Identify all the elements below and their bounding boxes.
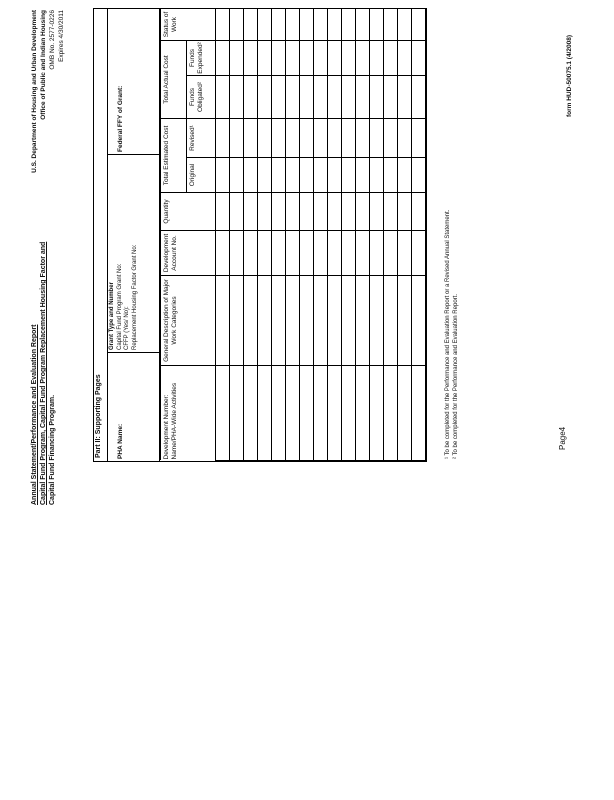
empty-cell bbox=[398, 158, 412, 193]
empty-cell bbox=[342, 231, 356, 276]
empty-cell bbox=[300, 366, 314, 461]
empty-cell bbox=[412, 231, 426, 276]
empty-cell bbox=[258, 158, 272, 193]
table-row bbox=[314, 8, 328, 460]
column-header-funds-expended: Funds Expended² bbox=[187, 40, 216, 75]
empty-cell bbox=[286, 75, 300, 118]
empty-cell bbox=[314, 8, 328, 40]
empty-cell bbox=[286, 8, 300, 40]
empty-cell bbox=[342, 193, 356, 231]
empty-cell bbox=[216, 118, 230, 157]
empty-cell bbox=[314, 158, 328, 193]
table-row bbox=[370, 8, 384, 460]
column-header-general-description: General Description of Major Work Categories bbox=[161, 276, 216, 366]
empty-cell bbox=[398, 8, 412, 40]
form-title-block bbox=[30, 235, 57, 505]
empty-cell bbox=[398, 276, 412, 366]
empty-cell bbox=[412, 75, 426, 118]
empty-cell bbox=[216, 75, 230, 118]
empty-cell bbox=[384, 75, 398, 118]
empty-cell bbox=[286, 276, 300, 366]
empty-cell bbox=[272, 118, 286, 157]
table-row bbox=[258, 8, 272, 460]
empty-cell bbox=[272, 193, 286, 231]
grant-type-cell bbox=[108, 154, 159, 352]
empty-cell bbox=[314, 276, 328, 366]
empty-cell bbox=[328, 231, 342, 276]
empty-cell bbox=[300, 75, 314, 118]
empty-cell bbox=[384, 366, 398, 461]
empty-cell bbox=[286, 231, 300, 276]
federal-ffy-cell bbox=[108, 9, 159, 154]
empty-cell bbox=[230, 231, 244, 276]
empty-cell bbox=[356, 158, 370, 193]
part-title: Part II: Supporting Pages bbox=[94, 9, 108, 461]
empty-cell bbox=[398, 75, 412, 118]
empty-cell bbox=[328, 75, 342, 118]
empty-cell bbox=[398, 366, 412, 461]
empty-cell bbox=[314, 40, 328, 75]
empty-cell bbox=[258, 231, 272, 276]
empty-cell bbox=[356, 366, 370, 461]
empty-cell bbox=[412, 118, 426, 157]
empty-cell bbox=[342, 276, 356, 366]
empty-cell bbox=[398, 193, 412, 231]
empty-cell bbox=[342, 158, 356, 193]
federal-ffy-label: Federal FFY of Grant: bbox=[117, 85, 124, 152]
work-items-grid bbox=[160, 8, 426, 461]
table-row bbox=[412, 8, 426, 460]
empty-cell bbox=[286, 118, 300, 157]
empty-cell bbox=[286, 366, 300, 461]
column-header-revised: Revised¹ bbox=[187, 118, 216, 157]
empty-cell bbox=[356, 75, 370, 118]
omb-number: OMB No. 2577-0226 bbox=[49, 10, 56, 70]
empty-cell bbox=[398, 40, 412, 75]
column-header-funds-obligated: Funds Obligated² bbox=[187, 75, 216, 118]
table-row bbox=[300, 8, 314, 460]
empty-cell bbox=[384, 158, 398, 193]
empty-cell bbox=[300, 118, 314, 157]
empty-cell bbox=[300, 231, 314, 276]
form-title-line-3: Capital Fund Financing Program. bbox=[49, 394, 56, 505]
agency-office: Office of Public and Indian Housing bbox=[40, 10, 47, 120]
column-header-original: Original bbox=[187, 158, 216, 193]
grant-info-row bbox=[108, 9, 160, 461]
empty-cell bbox=[384, 193, 398, 231]
table-row bbox=[272, 8, 286, 460]
pha-name-cell bbox=[108, 352, 159, 461]
empty-cell bbox=[272, 366, 286, 461]
empty-cell bbox=[384, 8, 398, 40]
empty-cell bbox=[286, 193, 300, 231]
empty-cell bbox=[412, 8, 426, 40]
empty-cell bbox=[342, 8, 356, 40]
empty-cell bbox=[370, 366, 384, 461]
footnote-2: ² To be completed for the Performance and Evaluation Report. bbox=[453, 294, 459, 459]
expires-date: Expires 4/30/2011 bbox=[58, 10, 65, 62]
table-row bbox=[356, 8, 370, 460]
empty-cell bbox=[370, 75, 384, 118]
table-row bbox=[286, 8, 300, 460]
empty-cell bbox=[328, 40, 342, 75]
empty-cell bbox=[384, 231, 398, 276]
empty-cell bbox=[216, 231, 230, 276]
empty-cell bbox=[356, 276, 370, 366]
empty-cell bbox=[300, 8, 314, 40]
cfp-grant-no-label: Capital Fund Program Grant No: bbox=[116, 263, 123, 350]
empty-cell bbox=[356, 193, 370, 231]
form-number: form HUD-50075.1 (4/2008) bbox=[566, 35, 573, 118]
empty-cell bbox=[328, 118, 342, 157]
empty-cell bbox=[272, 8, 286, 40]
empty-cell bbox=[230, 366, 244, 461]
table-row bbox=[244, 8, 258, 460]
empty-cell bbox=[244, 8, 258, 40]
table-row bbox=[328, 8, 342, 460]
empty-cell bbox=[384, 118, 398, 157]
table-row bbox=[384, 8, 398, 460]
empty-cell bbox=[314, 75, 328, 118]
agency-name: U.S. Department of Housing and Urban Development bbox=[31, 10, 38, 173]
grant-type-label: Grant Type and Number bbox=[109, 282, 115, 350]
empty-cell bbox=[356, 40, 370, 75]
empty-cell bbox=[328, 193, 342, 231]
agency-block bbox=[30, 10, 66, 230]
empty-cell bbox=[230, 158, 244, 193]
empty-cell bbox=[258, 366, 272, 461]
empty-cell bbox=[272, 40, 286, 75]
empty-cell bbox=[384, 40, 398, 75]
empty-cell bbox=[230, 8, 244, 40]
empty-cell bbox=[328, 366, 342, 461]
empty-cell bbox=[230, 40, 244, 75]
column-header-total-actual-cost: Total Actual Cost bbox=[161, 40, 187, 118]
empty-cell bbox=[300, 40, 314, 75]
empty-cell bbox=[272, 158, 286, 193]
empty-cell bbox=[356, 8, 370, 40]
empty-cell bbox=[244, 366, 258, 461]
empty-cell bbox=[342, 75, 356, 118]
footnotes bbox=[444, 39, 460, 459]
empty-cell bbox=[286, 40, 300, 75]
empty-cell bbox=[370, 40, 384, 75]
footnote-1: ¹ To be completed for the Performance and Evaluation Report or a Revised Annual Statement. bbox=[445, 209, 451, 459]
empty-cell bbox=[370, 276, 384, 366]
empty-cell bbox=[230, 276, 244, 366]
empty-cell bbox=[342, 366, 356, 461]
empty-cell bbox=[342, 118, 356, 157]
empty-cell bbox=[356, 231, 370, 276]
empty-cell bbox=[412, 276, 426, 366]
form-title-line-2: Capital Fund Program, Capital Fund Program Replacement Housing Factor and bbox=[40, 241, 47, 505]
empty-cell bbox=[216, 8, 230, 40]
column-header-quantity: Quantity bbox=[161, 193, 216, 231]
column-header-status-of-work: Status of Work bbox=[161, 8, 216, 40]
empty-cell bbox=[328, 158, 342, 193]
cffp-label: CFFP (Yes/ No): bbox=[124, 306, 130, 350]
empty-cell bbox=[258, 276, 272, 366]
table-row bbox=[342, 8, 356, 460]
empty-cell bbox=[272, 276, 286, 366]
table-row bbox=[230, 8, 244, 460]
empty-cell bbox=[216, 40, 230, 75]
empty-cell bbox=[258, 8, 272, 40]
empty-cell bbox=[356, 118, 370, 157]
empty-cell bbox=[412, 40, 426, 75]
empty-cell bbox=[216, 276, 230, 366]
empty-cell bbox=[230, 193, 244, 231]
empty-cell bbox=[412, 366, 426, 461]
empty-cell bbox=[216, 366, 230, 461]
empty-cell bbox=[314, 193, 328, 231]
empty-cell bbox=[272, 75, 286, 118]
rhf-grant-no-label: Replacement Housing Factor Grant No: bbox=[131, 244, 138, 350]
empty-cell bbox=[244, 40, 258, 75]
empty-cell bbox=[258, 118, 272, 157]
empty-cell bbox=[244, 118, 258, 157]
empty-cell bbox=[244, 158, 258, 193]
empty-cell bbox=[244, 231, 258, 276]
empty-cell bbox=[328, 8, 342, 40]
empty-cell bbox=[258, 193, 272, 231]
empty-cell bbox=[314, 231, 328, 276]
empty-cell bbox=[258, 75, 272, 118]
empty-cell bbox=[272, 231, 286, 276]
column-header-development-number: Development Number: Name/PHA-Wide Activities bbox=[161, 366, 216, 461]
empty-cell bbox=[398, 118, 412, 157]
empty-cell bbox=[300, 276, 314, 366]
empty-cell bbox=[314, 366, 328, 461]
empty-cell bbox=[230, 118, 244, 157]
empty-cell bbox=[370, 8, 384, 40]
empty-cell bbox=[370, 118, 384, 157]
column-header-development-account: Development Account No. bbox=[161, 231, 216, 276]
empty-cell bbox=[300, 193, 314, 231]
empty-cell bbox=[300, 158, 314, 193]
empty-cell bbox=[314, 118, 328, 157]
empty-cell bbox=[370, 231, 384, 276]
empty-cell bbox=[216, 193, 230, 231]
table-row bbox=[216, 8, 230, 460]
empty-cell bbox=[258, 40, 272, 75]
supporting-pages-table bbox=[93, 8, 427, 462]
column-header-total-estimated-cost: Total Estimated Cost bbox=[161, 118, 187, 192]
pha-name-label: PHA Name: bbox=[117, 423, 124, 459]
empty-cell bbox=[230, 75, 244, 118]
page-number: Page4 bbox=[558, 426, 567, 450]
empty-cell bbox=[398, 231, 412, 276]
empty-cell bbox=[216, 158, 230, 193]
empty-cell bbox=[244, 193, 258, 231]
empty-cell bbox=[370, 158, 384, 193]
empty-cell bbox=[342, 40, 356, 75]
empty-cell bbox=[328, 276, 342, 366]
empty-cell bbox=[384, 276, 398, 366]
table-row bbox=[398, 8, 412, 460]
form-title-line-1: Annual Statement/Performance and Evaluation Report bbox=[31, 324, 38, 505]
empty-cell bbox=[244, 75, 258, 118]
empty-cell bbox=[412, 193, 426, 231]
empty-cell bbox=[370, 193, 384, 231]
empty-cell bbox=[412, 158, 426, 193]
empty-cell bbox=[244, 276, 258, 366]
empty-cell bbox=[286, 158, 300, 193]
